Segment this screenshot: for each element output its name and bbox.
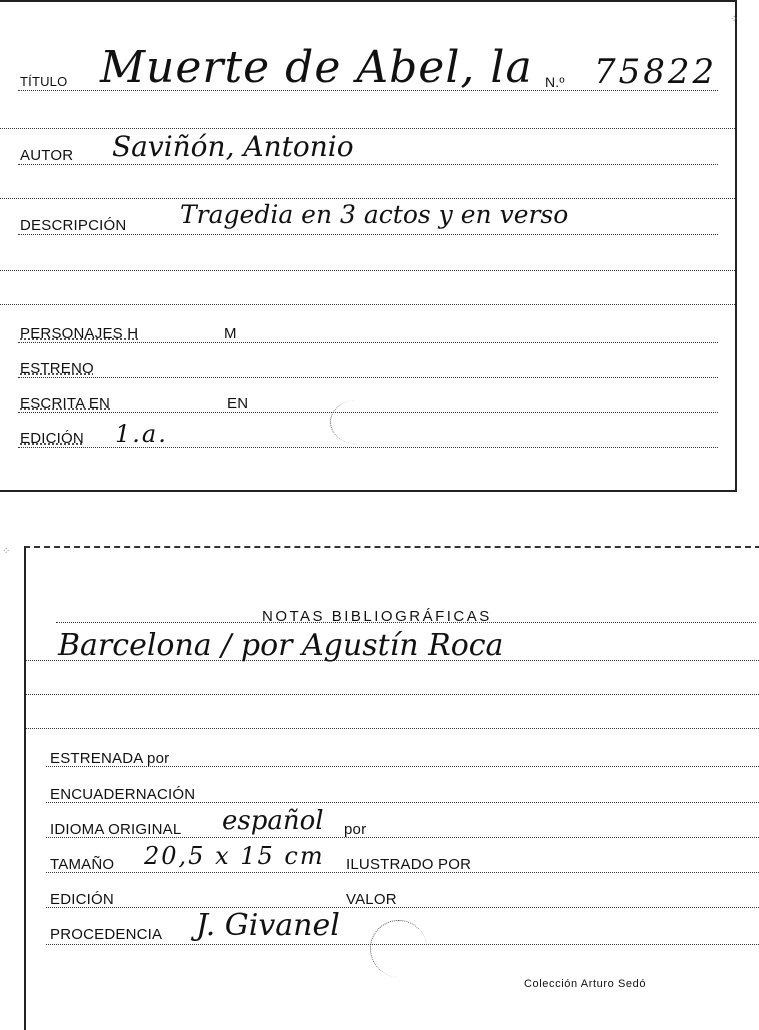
idioma-por-label: por [344, 821, 367, 838]
idioma-label: IDIOMA ORIGINAL [50, 821, 182, 838]
numero-label: N.º [545, 74, 565, 90]
estrenada-label: ESTRENADA por [50, 750, 170, 767]
ilustrado-label: ILUSTRADO POR [346, 856, 472, 873]
autor-label: AUTOR [20, 147, 74, 164]
rule-line [0, 128, 735, 129]
scan-speck: ⁘ [2, 546, 11, 557]
stamp-mark [370, 920, 427, 977]
estreno-label: ESTRENO [20, 360, 94, 377]
escrita-en-label: EN [227, 395, 249, 412]
titulo-value: Muerte de Abel, la [100, 42, 533, 93]
rule-line [18, 164, 718, 165]
descripcion-value: Tragedia en 3 actos y en verso [180, 200, 569, 229]
valor-label: VALOR [346, 891, 397, 908]
scan-speck: ⁘ [730, 14, 739, 25]
stamp-mark [330, 400, 383, 444]
encuadernacion-label: ENCUADERNACIÓN [50, 786, 196, 803]
titulo-label: TÍTULO [20, 74, 68, 89]
rule-line [46, 907, 759, 908]
rule-line [0, 198, 735, 199]
rule-line [0, 304, 735, 305]
descripcion-label: DESCRIPCIÓN [20, 217, 127, 234]
personajes-label: PERSONAJES H [20, 325, 139, 342]
catalog-card-back [24, 546, 759, 1030]
rule-line [18, 342, 718, 343]
collection-footer: Colección Arturo Sedó [524, 978, 647, 990]
rule-line [18, 377, 718, 378]
personajes-m-label: M [224, 325, 237, 342]
notas-value: Barcelona / por Agustín Roca [58, 628, 504, 663]
catalog-card-front [0, 0, 737, 492]
edicion-back-label: EDICIÓN [50, 891, 114, 908]
tamano-value: 20,5 x 15 cm [144, 842, 325, 870]
procedencia-label: PROCEDENCIA [50, 926, 163, 943]
notas-heading: NOTAS BIBLIOGRÁFICAS [262, 608, 492, 625]
numero-value: 75822 [594, 52, 718, 92]
rule-line [0, 270, 735, 271]
rule-line [26, 694, 759, 695]
escrita-label: ESCRITA EN [20, 395, 111, 412]
edicion-value: 1.a. [115, 420, 168, 448]
autor-value: Saviñón, Antonio [112, 130, 354, 163]
idioma-value: español [222, 806, 324, 836]
tamano-label: TAMAÑO [50, 856, 115, 873]
rule-line [18, 234, 718, 235]
rule-line [26, 728, 759, 729]
procedencia-value: J. Givanel [196, 908, 340, 943]
edicion-label: EDICIÓN [20, 430, 84, 447]
